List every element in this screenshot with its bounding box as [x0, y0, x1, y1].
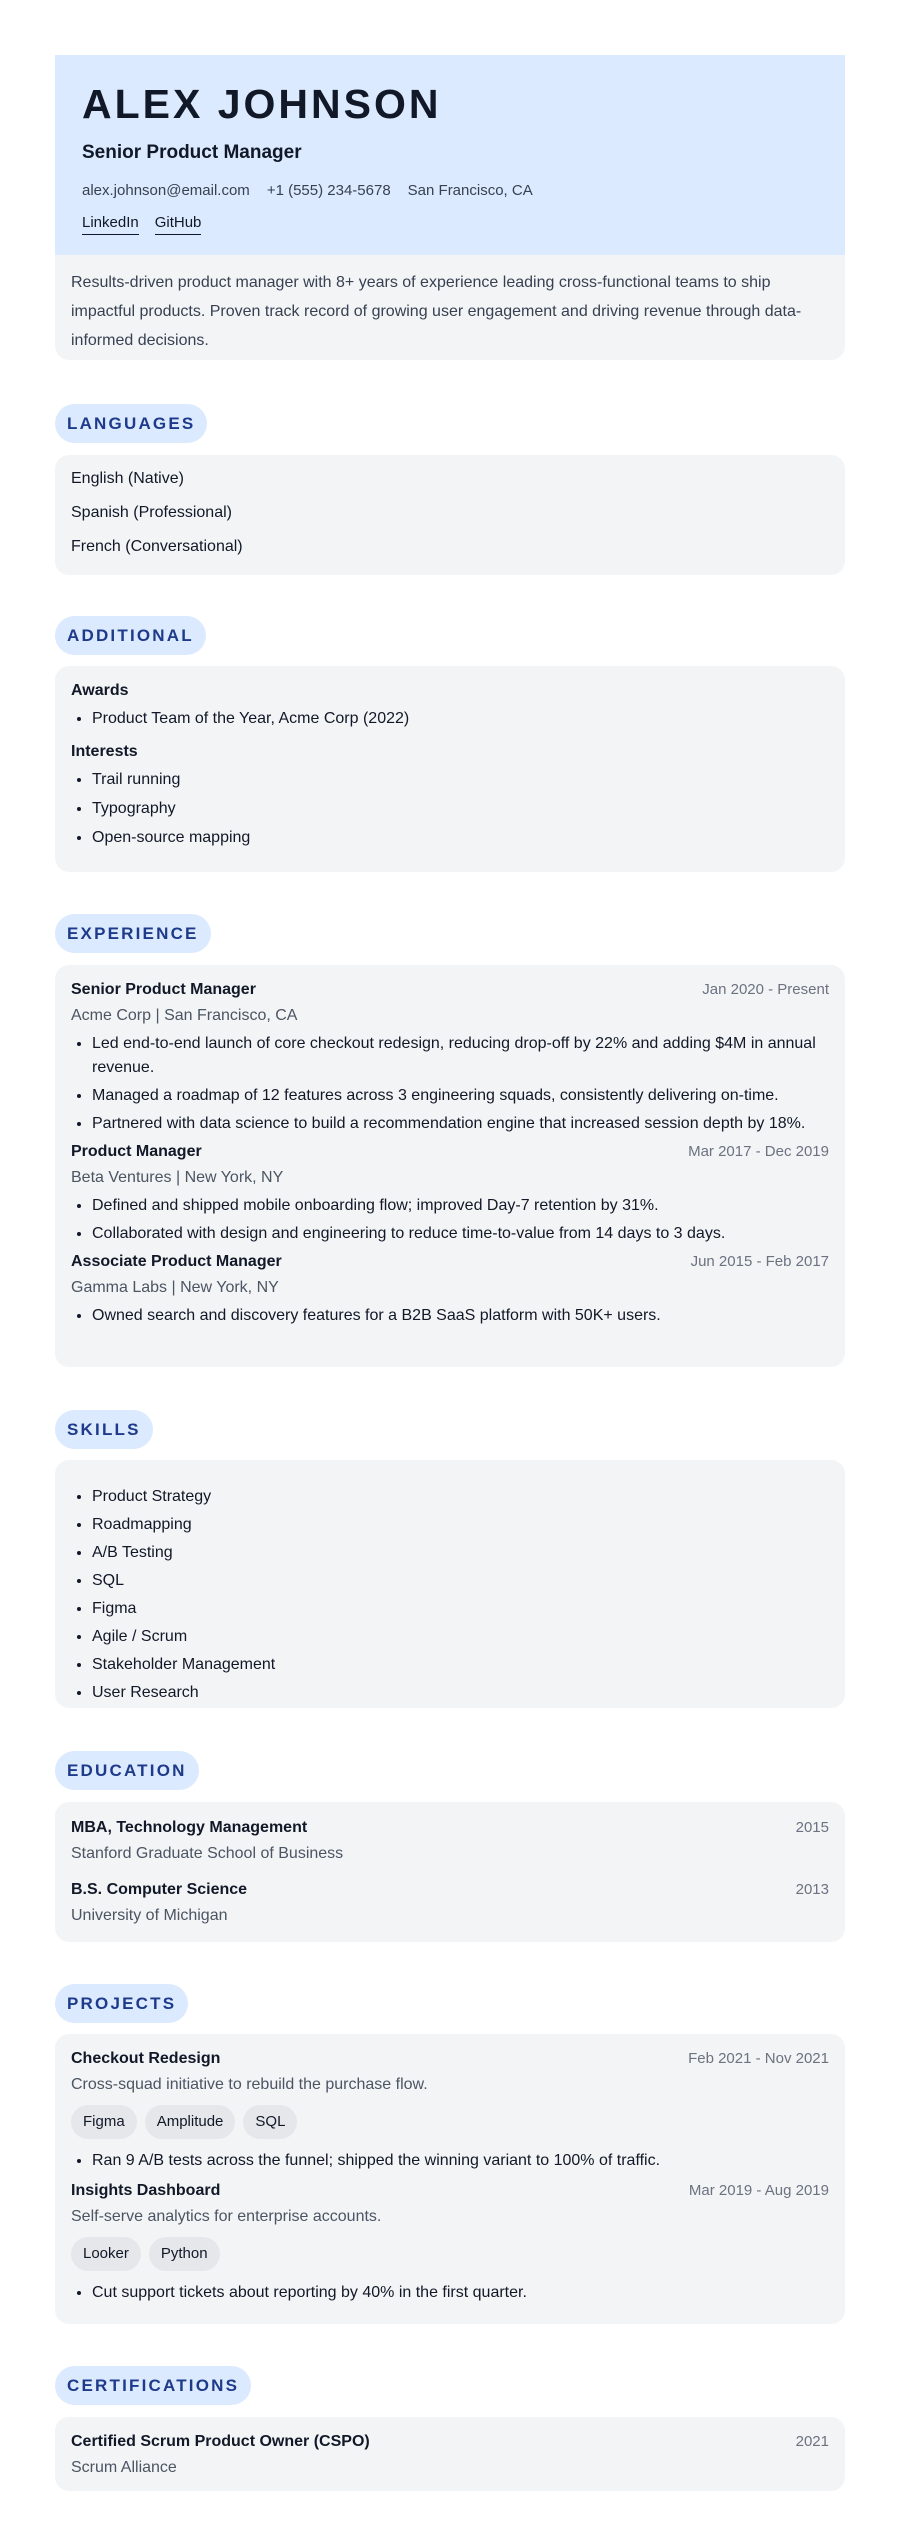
interest-item: • Typography — [92, 797, 829, 821]
tag-chip: Looker — [71, 2237, 141, 2271]
project-bullets — [71, 2149, 829, 2173]
skills-heading: SKILLS — [55, 1410, 153, 1449]
tag-chip: Amplitude — [145, 2105, 236, 2139]
project-bullet: • Ran 9 A/B tests across the funnel; shipped the winning variant to 100% of traffic. — [92, 2149, 829, 2173]
degree-year: 2015 — [795, 1819, 829, 1836]
job-bullets — [71, 1194, 829, 1246]
language-item: French (Conversational) — [71, 538, 243, 555]
project-tags — [71, 2237, 829, 2271]
award-item: • Product Team of the Year, Acme Corp (2022) — [92, 707, 829, 731]
projects-heading: PROJECTS — [55, 1984, 188, 2023]
github-link[interactable]: GitHub — [155, 213, 202, 235]
interest-item: • Open-source mapping — [92, 826, 829, 850]
certification-year: 2021 — [795, 2433, 829, 2450]
degree-year: 2013 — [795, 1881, 829, 1898]
certifications-card — [55, 2417, 845, 2491]
project-bullet: • Cut support tickets about reporting by 40% in the first quarter. — [92, 2281, 829, 2305]
certification-issuer: Scrum Alliance — [71, 2459, 177, 2476]
additional-heading: ADDITIONAL — [55, 616, 206, 655]
job-bullets — [71, 1032, 829, 1136]
job-org: Beta Ventures | New York, NY — [71, 1169, 284, 1186]
job-bullet: • Owned search and discovery features for a B2B SaaS platform with 50K+ users. — [92, 1304, 829, 1328]
skill-item: • Roadmapping — [92, 1513, 829, 1537]
project-dates: Mar 2019 - Aug 2019 — [688, 2182, 829, 2199]
additional-card — [55, 666, 845, 872]
awards-list — [71, 707, 829, 731]
experience-card — [55, 965, 845, 1367]
job-bullet: • Collaborated with design and engineering to reduce time-to-value from 14 days to 3 days. — [92, 1222, 829, 1246]
certification-entry — [71, 2432, 829, 2478]
candidate-title: Senior Product Manager — [82, 142, 302, 163]
profile-links — [82, 213, 818, 235]
job-bullet: • Led end-to-end launch of core checkout redesign, reducing drop-off by 22% and adding $4M in annual revenue. — [92, 1032, 829, 1080]
language-item: English (Native) — [71, 470, 184, 487]
job-org: Acme Corp | San Francisco, CA — [71, 1007, 298, 1024]
school-name: University of Michigan — [71, 1907, 228, 1924]
projects-card — [55, 2034, 845, 2324]
job-bullet: • Managed a roadmap of 12 features across 3 engineering squads, consistently delivering on-time. — [92, 1084, 829, 1108]
job-bullet: • Partnered with data science to build a recommendation engine that increased session depth by 18%. — [92, 1112, 829, 1136]
awards-label: Awards — [71, 682, 129, 699]
email-text[interactable]: alex.johnson@email.com — [82, 182, 250, 199]
job-title: Product Manager — [71, 1143, 202, 1160]
project-entry — [71, 2049, 829, 2173]
job-dates: Jan 2020 - Present — [702, 981, 829, 998]
skills-card — [55, 1460, 845, 1708]
phone-text: +1 (555) 234-5678 — [266, 182, 391, 199]
project-dates: Feb 2021 - Nov 2021 — [688, 2050, 829, 2067]
project-description: Cross-squad initiative to rebuild the purchase flow. — [71, 2076, 428, 2093]
skill-item: • User Research — [92, 1681, 829, 1705]
education-entry — [71, 1818, 829, 1864]
project-tags — [71, 2105, 829, 2139]
school-name: Stanford Graduate School of Business — [71, 1845, 344, 1862]
interests-label: Interests — [71, 743, 138, 760]
job-org: Gamma Labs | New York, NY — [71, 1279, 279, 1296]
job-title: Associate Product Manager — [71, 1253, 282, 1270]
certifications-heading: CERTIFICATIONS — [55, 2366, 251, 2405]
location-text: San Francisco, CA — [407, 182, 533, 199]
job-bullet: • Defined and shipped mobile onboarding flow; improved Day-7 retention by 31%. — [92, 1194, 829, 1218]
tag-chip: SQL — [243, 2105, 297, 2139]
education-card — [55, 1802, 845, 1942]
job-bullets — [71, 1304, 829, 1328]
job-entry — [71, 980, 829, 1136]
job-dates: Mar 2017 - Dec 2019 — [688, 1143, 829, 1160]
project-name: Checkout Redesign — [71, 2050, 221, 2067]
degree-name: B.S. Computer Science — [71, 1881, 248, 1898]
tag-chip: Python — [149, 2237, 220, 2271]
interests-list — [71, 768, 829, 850]
skills-list — [71, 1485, 829, 1705]
languages-card — [55, 455, 845, 575]
skill-item: • Agile / Scrum — [92, 1625, 829, 1649]
skill-item: • Product Strategy — [92, 1485, 829, 1509]
experience-heading: EXPERIENCE — [55, 914, 211, 953]
job-entry — [71, 1252, 829, 1328]
resume-header — [55, 55, 845, 255]
project-entry — [71, 2181, 829, 2305]
job-title: Senior Product Manager — [71, 981, 256, 998]
skill-item: • A/B Testing — [92, 1541, 829, 1565]
education-heading: EDUCATION — [55, 1751, 199, 1790]
contact-info — [82, 181, 818, 201]
tag-chip: Figma — [71, 2105, 137, 2139]
job-dates: Jun 2015 - Feb 2017 — [690, 1253, 829, 1270]
language-item: Spanish (Professional) — [71, 504, 232, 521]
project-name: Insights Dashboard — [71, 2182, 221, 2199]
certification-name: Certified Scrum Product Owner (CSPO) — [71, 2433, 370, 2450]
project-description: Self-serve analytics for enterprise accounts. — [71, 2208, 382, 2225]
degree-name: MBA, Technology Management — [71, 1819, 308, 1836]
project-bullets — [71, 2281, 829, 2305]
summary-text: Results-driven product manager with 8+ years of experience leading cross-functional teams to ship impactful products. Proven track record of growing user engagement and driving revenue through data-informed decisions. — [55, 255, 845, 360]
candidate-name: ALEX JOHNSON — [82, 81, 442, 127]
skill-item: • SQL — [92, 1569, 829, 1593]
skill-item: • Stakeholder Management — [92, 1653, 829, 1677]
languages-heading: LANGUAGES — [55, 404, 207, 443]
job-entry — [71, 1142, 829, 1246]
linkedin-link[interactable]: LinkedIn — [82, 213, 139, 235]
education-entry — [71, 1880, 829, 1926]
skill-item: • Figma — [92, 1597, 829, 1621]
interest-item: • Trail running — [92, 768, 829, 792]
